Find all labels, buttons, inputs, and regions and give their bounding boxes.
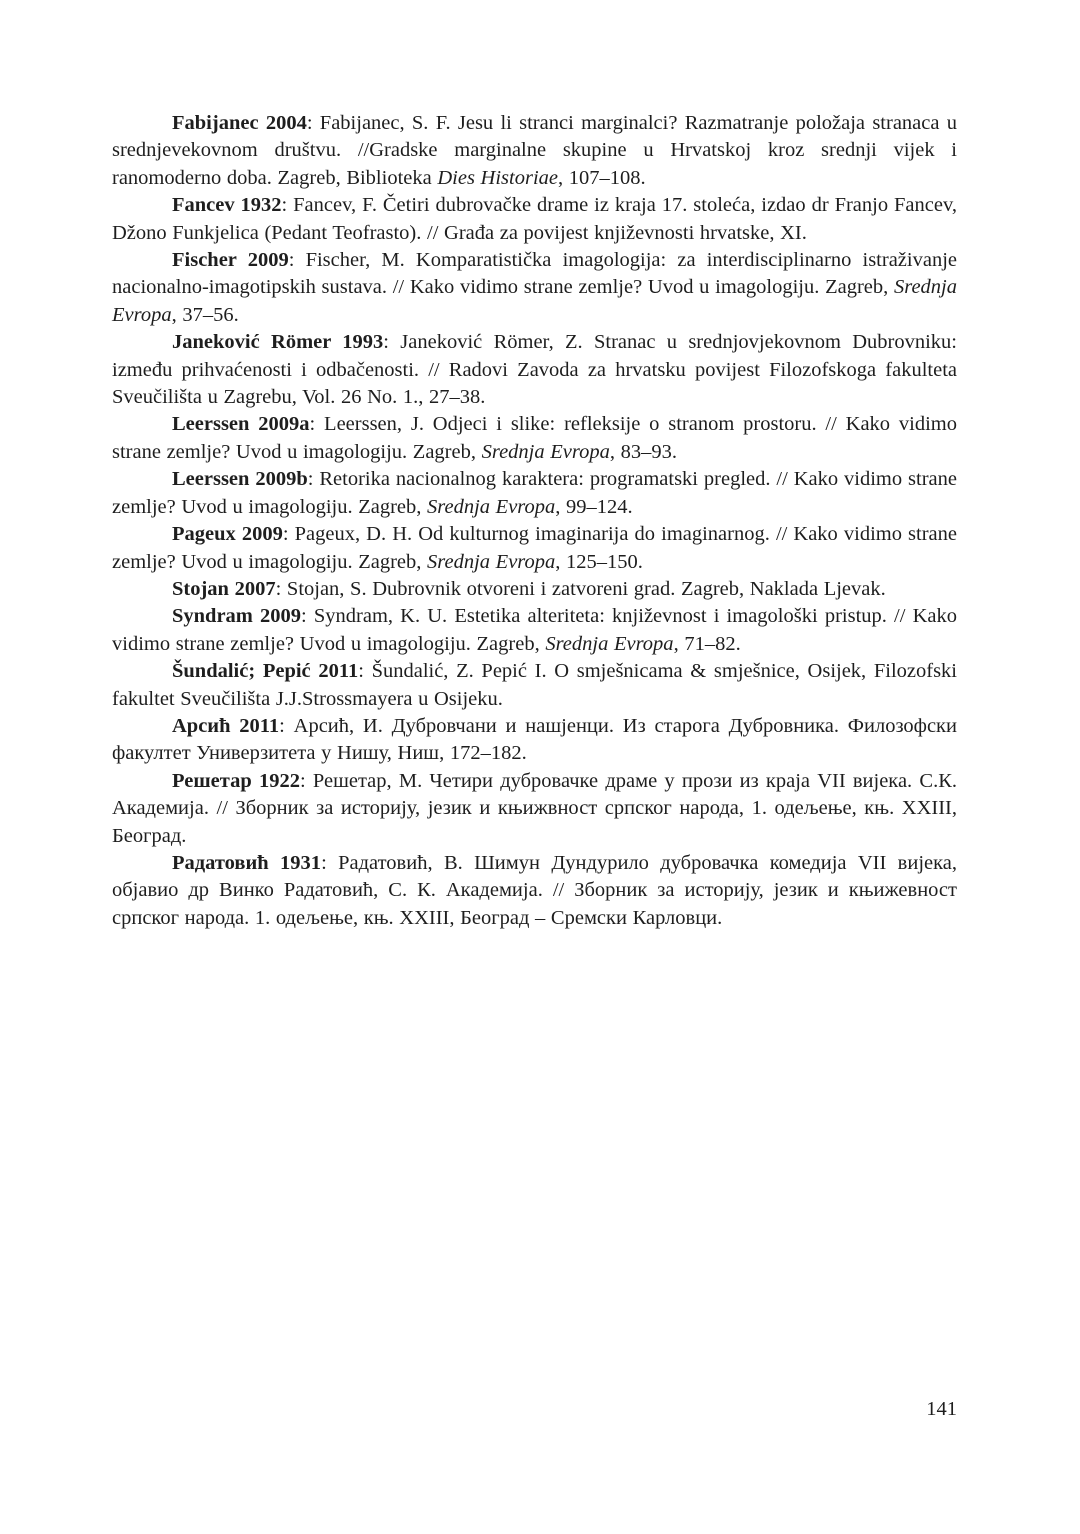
reference-text: , 83–93. [609,440,677,463]
reference-journal-title: Srednja Evropa [427,550,556,573]
reference-citation-key: Syndram 2009 [172,605,302,628]
reference-text: : Fabijanec, S. F. Jesu li stranci marginalci? Razmatranje položaja stranaca u srednjevekovnom društvu. //Gradske marginalne skupine u Hrvatskoj kroz srednji vijek i ranomoderno doba. Zagreb, Biblioteka [112,112,957,189]
reference-text: : Fancev, F. Četiri dubrovačke drame iz kraja 17. stoleća, izdao dr Franjo Fancev, Džono Funkjelica (Pedant Teofrasto). // Građa za povijest književnosti hrvatske, XI. [112,194,958,244]
reference-text: : Fischer, M. Komparatistička imagologija: za interdisciplinarno istraživanje nacionalno-imagotipskih sustava. // Kako vidimo strane zemlje? Uvod u imagologiju. Zagreb, [112,249,957,299]
reference-entry [112,247,957,329]
reference-entry [112,713,957,768]
reference-text: , 107–108. [558,166,646,189]
reference-citation-key: Pageux 2009 [172,523,283,546]
reference-citation-key: Leerssen 2009b [172,468,308,491]
reference-citation-key: Stojan 2007 [172,577,276,600]
reference-entry [112,329,957,411]
reference-entry [112,658,957,713]
reference-text: : Арсић, И. Дубровчани и нашјенци. Из старога Дубровника. Филозофски факултет Универзитета у Нишу, Ниш, 172–182. [112,714,957,765]
reference-text: , 71–82. [673,632,741,655]
reference-citation-key: Janeković Römer 1993 [172,331,384,354]
reference-entry [112,466,957,521]
reference-journal-title: Dies Historiae [437,166,559,189]
reference-text: : Šundalić, Z. Pepić I. O smješnicama & smješnice, Osijek, Filozofski fakultet Sveučilišta J.J.Strossmayera u Osijeku. [112,660,957,710]
reference-citation-key: Fabijanec 2004 [172,112,307,134]
reference-citation-key: Šundalić; Pepić 2011 [172,660,359,683]
reference-text: : Stojan, S. Dubrovnik otvoreni i zatvoreni grad. Zagreb, Naklada Ljevak. [275,577,886,600]
reference-entry [112,411,957,466]
reference-entry [112,110,957,192]
reference-entry [112,521,957,576]
reference-text: : Syndram, K. U. Estetika alteriteta: književnost i imagološki pristup. // Kako vidimo strane zemlje? Uvod u imagologiju. Zagreb, [112,605,957,655]
reference-entry [112,603,957,658]
reference-text: : Retorika nacionalnog karaktera: programatski pregled. // Kako vidimo strane zemlje? Uvod u imagologiju. Zagreb, [112,468,957,518]
reference-journal-title: Srednja Evropa [481,440,610,463]
reference-citation-key: Fischer 2009 [172,249,289,272]
reference-citation-key: Радатовић 1931 [172,851,322,874]
reference-text: : Pageux, D. H. Od kulturnog imaginarija do imaginarnog. // Kako vidimo strane zemlje? Uvod u imagologiju. Zagreb, [112,523,957,573]
reference-journal-title: Srednja Evropa [112,276,957,326]
reference-citation-key: Leerssen 2009a [172,413,310,436]
reference-text: : Радатовић, В. Шимун Дундурило дубровачка комедија VII вијека, објавио др Винко Радатовић, С. К. Академија. // Зборник за историју, језик и књижевност српског народа. 1. одељење, књ. XXIII, Београд – Сремски Карловци. [112,851,958,929]
page-number: 141 [926,1398,957,1420]
reference-journal-title: Srednja Evropa [427,495,556,518]
reference-text: , 125–150. [555,550,643,573]
reference-text: : Janeković Römer, Z. Stranac u srednjovjekovnom Dubrovniku: između prihvaćenosti i odbačenosti. // Radovi Zavoda za hrvatsku povijest Filozofskoga fakulteta Sveučilišta u Zagrebu, Vol. 26 No. 1., 27–38. [112,331,958,409]
reference-journal-title: Srednja Evropa [545,632,674,655]
reference-text: , 37–56. [171,303,239,326]
reference-entry [112,850,957,932]
reference-citation-key: Fancev 1932 [172,194,282,217]
reference-entry [112,192,957,247]
reference-entry [112,768,957,850]
reference-text: , 99–124. [555,495,633,518]
reference-text: : Решетар, М. Четири дубровачке драме у прози из краја VII вијека. С.К. Академија. // Зборник за историју, језик и књижвност српског народа, 1. одељење, књ. XXIII, Београд. [112,769,957,847]
reference-entry [112,576,957,603]
reference-citation-key: Арсић 2011 [172,714,280,737]
reference-citation-key: Решетар 1922 [172,769,300,792]
reference-text: : Leerssen, J. Odjeci i slike: refleksije o stranom prostoru. // Kako vidimo strane zemlje? Uvod u imagologiju. Zagreb, [112,413,957,463]
references-list [112,110,957,932]
